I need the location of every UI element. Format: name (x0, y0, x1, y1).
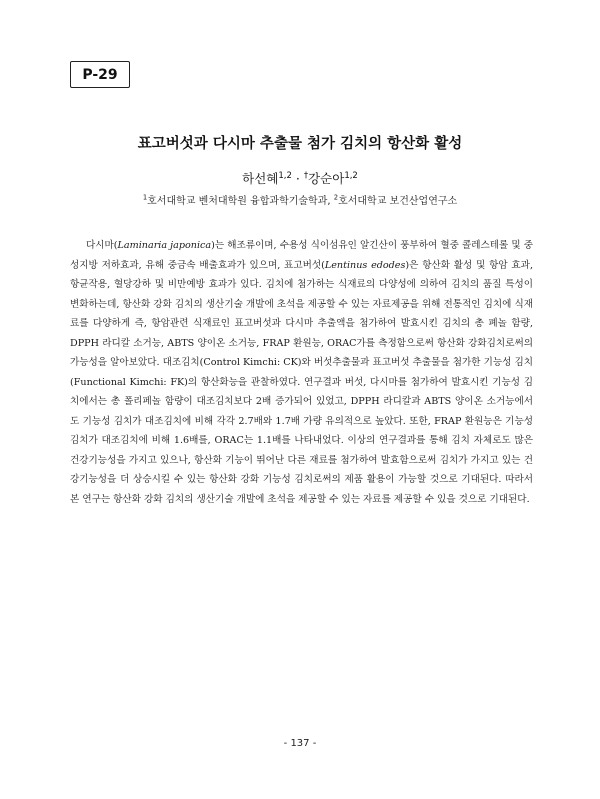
abstract-text-part-3: )은 항산화 활성 및 항암 효과, 항균작용, 혈당강하 및 비만예방 효과가 있다. 김치에 첨가하는 식재료의 다양성에 의하여 김치의 품질 특성이 변화하는데, 항산화 강화 김치의 생산기술 개발에 초석을 제공할 수 있는 자료제공을 위해 전통적인 김치에 식재료를 다양하게 즉, 항암관련 식재료인 표고버섯과 다시마 추출액을 첨가하여 발효시킨 김치의 총 폐놀 함량, DPPH 라디칼 소거능, ABTS 양이온 소거능, FRAP 환원능, ORAC가를 측정함으로써 항산화 강화김치로써의 가능성을 알아보았다. 대조김치(Control Kimchi: CK)와 버섯추출물과 표고버섯 추출물을 첨가한 기능성 김치(Functional Kimchi: FK)의 항산화능을 관찰하였다. 연구결과 버섯, 다시마를 첨가하여 발효시킨 기능성 김치에서는 총 폴리페놀 함량이 대조김치보다 2배 증가되어 있었고, DPPH 라디칼과 ABTS 양이온 소거능에서도 기능성 김치가 대조김치에 비해 각각 2.7배와 1.7배 가량 유의적으로 높았다. 또한, FRAP 환원능은 기능성 김치가 대조김치에 비해 1.6배를, ORAC는 1.1배를 나타내었다. 이상의 연구결과를 통해 김치 자체로도 많은 건강기능성을 가지고 있으나, 항산화 기능이 뛰어난 다른 재료를 첨가하여 발효함으로써 김치가 가지고 있는 건강기능성을 더 상승시킬 수 있는 항산화 강화 기능성 김치로써의 제품 활용이 가능할 것으로 기대된다. 따라서 본 연구는 항산화 강화 김치의 생산기술 개발에 초석을 제공할 수 있는 자료를 제공할 수 있을 것으로 기대된다. (70, 259, 533, 505)
affiliation-line (0, 192, 600, 207)
author-2-affiliation-marker: 1,2 (344, 170, 358, 181)
author-1-name: 하선혜 (242, 171, 279, 186)
presentation-code-badge (70, 61, 130, 88)
abstract-text-part-2: )는 해조류이며, 수용성 식이섬유인 알긴산이 풍부하여 혈중 콜레스테롤 및 중성지방 저하효과, 유해 중금속 배출효과가 있으며, 표고버섯( (70, 240, 533, 271)
page-number: - 137 - (283, 738, 317, 749)
author-line (0, 169, 600, 187)
species-name-shiitake: Lentinus edodes (324, 259, 406, 271)
author-separator: · (291, 171, 304, 186)
affiliation-2-number: 2 (333, 193, 339, 202)
affiliation-2-text: 호서대학교 보건산업연구소 (338, 196, 458, 207)
paper-title: 표고버섯과 다시마 추출물 첨가 김치의 항산화 활성 (137, 136, 463, 152)
presentation-code: P-29 (82, 66, 118, 83)
corresponding-author-dagger: † (303, 170, 309, 181)
abstract-text-part-1: 다시마( (86, 240, 118, 251)
author-1-affiliation-marker: 1,2 (278, 170, 292, 181)
species-name-kelp: Laminaria japonica (117, 240, 212, 251)
affiliation-1-number: 1 (142, 193, 148, 202)
abstract-body (70, 236, 533, 509)
author-2-name: 강순아 (308, 171, 345, 186)
abstract-paragraph (70, 236, 533, 509)
affiliation-1-text: 호서대학교 벤처대학원 융합과학기술학과, (147, 196, 334, 207)
